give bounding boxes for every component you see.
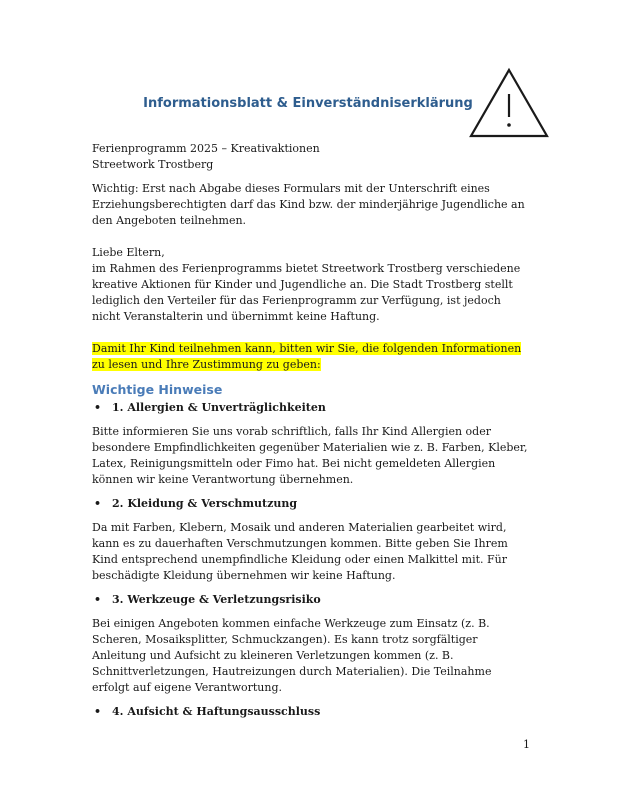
item-heading: 4. Aufsicht & Haftungsausschluss	[112, 705, 321, 718]
highlight-paragraph	[92, 341, 530, 373]
notice-paragraph: Wichtig: Erst nach Abgabe dieses Formulars mit der Unterschrift eines Erziehungsberechtigten darf das Kind bzw. der minderjährige Jugendliche an den Angeboten teilnehmen.	[92, 182, 525, 227]
list-item	[92, 592, 530, 608]
section-heading: Wichtige Hinweise	[92, 382, 223, 397]
item-paragraph: Bei einigen Angeboten kommen einfache Werkzeuge zum Einsatz (z. B. Scheren, Mosaiksplitter, Schmuckzangen). Es kann trotz sorgfältiger Anleitung und Aufsicht zu kleineren Verletzungen kommen (z. B. Schnittverletzungen, Hautreizungen durch Materialien). Die Teilnahme erfolgt auf eigene Verantwortung.	[92, 617, 492, 694]
item-heading: 3. Werkzeuge & Verletzungsrisiko	[112, 593, 321, 606]
list-item	[92, 400, 530, 416]
item-paragraph: Bitte informieren Sie uns vorab schriftlich, falls Ihr Kind Allergien oder besondere Empfindlichkeiten gegenüber Materialien wie z. B. Farben, Kleber, Latex, Reinigungsmitteln oder Fimo hat. Bei nicht gemeldeten Allergien können wir keine Verantwortung übernehmen.	[92, 425, 528, 486]
page-number: 1	[523, 738, 530, 751]
item-paragraph: Da mit Farben, Klebern, Mosaik und anderen Materialien gearbeitet wird, kann es zu dauerhaften Verschmutzungen kommen. Bitte geben Sie Ihrem Kind entsprechend unempfindliche Kleidung oder einen Malkittel mit. Für beschädigte Kleidung übernehmen wir keine Haftung.	[92, 521, 508, 582]
bullet-icon: •	[94, 401, 102, 414]
item-heading: 2. Kleidung & Verschmutzung	[112, 497, 298, 510]
list-item	[92, 704, 530, 720]
bullet-icon: •	[94, 705, 102, 718]
intro-paragraph: im Rahmen des Ferienprogramms bietet Streetwork Trostberg verschiedene kreative Aktionen für Kinder und Jugendliche an. Die Stadt Trostberg stellt lediglich den Verteiler für das Ferienprogramm zur Verfügung, ist jedoch nicht Veranstalterin und übernimmt keine Haftung.	[92, 262, 521, 323]
bullet-icon: •	[94, 497, 102, 510]
warning-triangle-icon	[468, 66, 550, 140]
list-item	[92, 496, 530, 512]
item-heading: 1. Allergien & Unverträglichkeiten	[112, 401, 326, 414]
bullet-icon: •	[94, 593, 102, 606]
document-body	[92, 141, 530, 720]
program-line: Ferienprogramm 2025 – Kreativaktionen	[92, 142, 320, 155]
organizer-line: Streetwork Trostberg	[92, 158, 214, 171]
document-title: Informationsblatt & Einverständniserklärung	[143, 96, 473, 111]
highlighted-text: Damit Ihr Kind teilnehmen kann, bitten wir Sie, die folgenden Informationen zu lesen und Ihre Zustimmung zu geben:	[92, 342, 522, 371]
greeting: Liebe Eltern,	[92, 246, 165, 259]
